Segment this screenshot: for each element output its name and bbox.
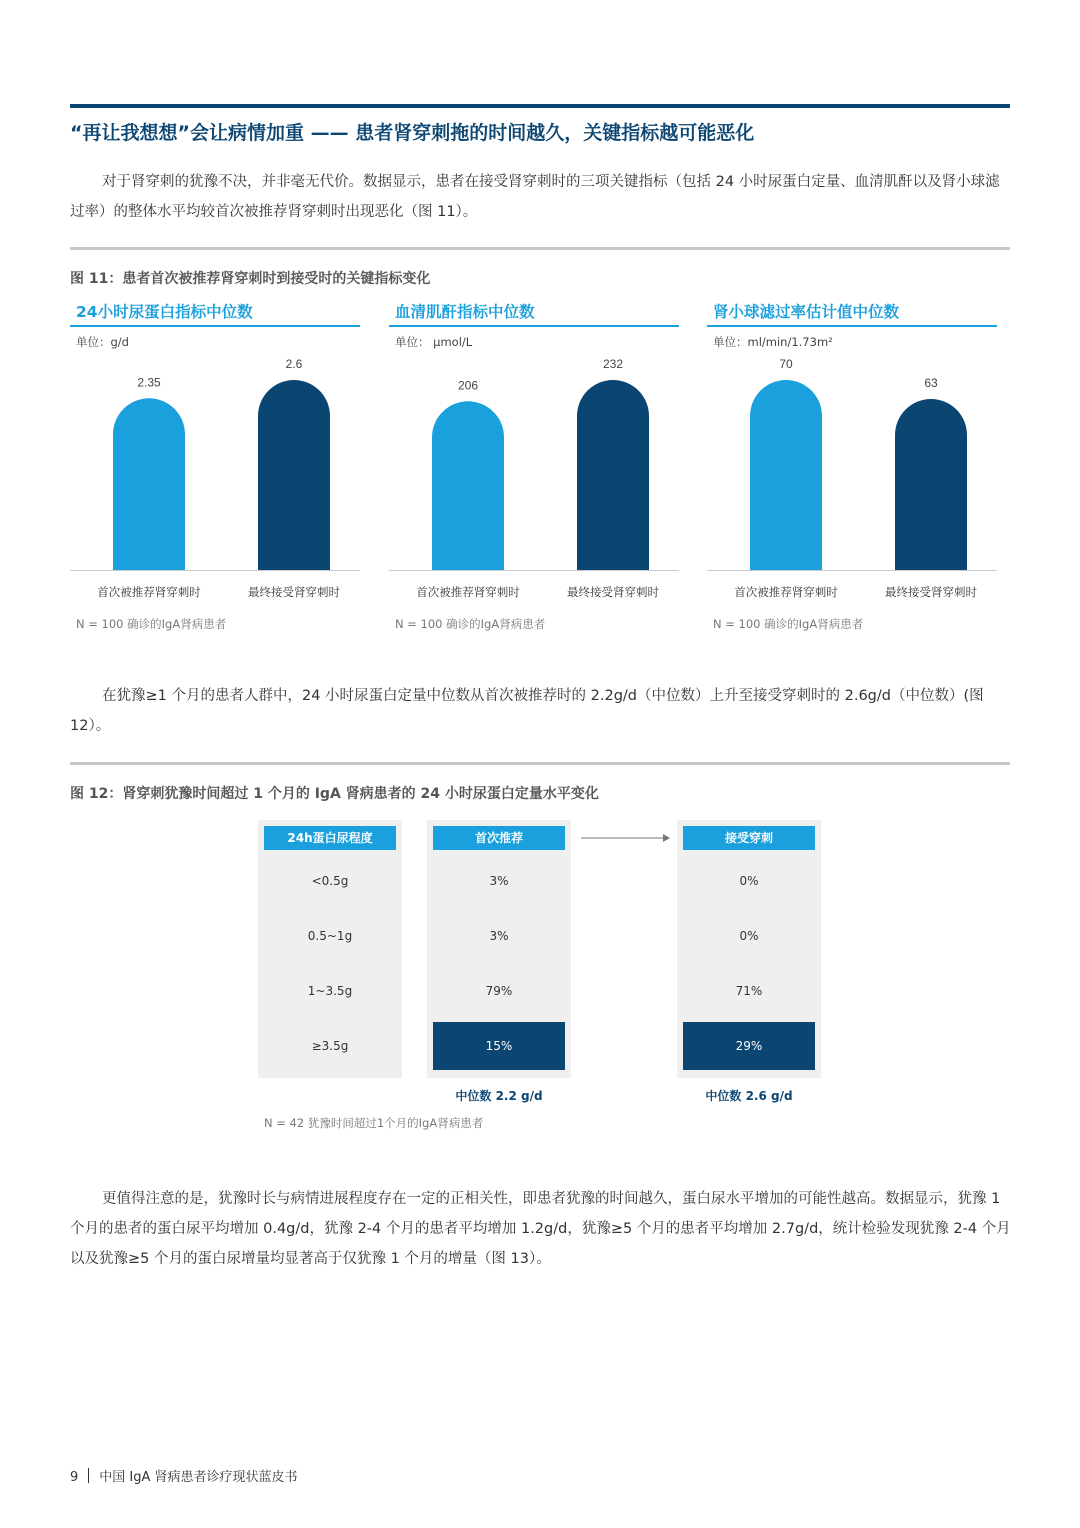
chart-title: 肾小球滤过率估计值中位数: [713, 303, 900, 321]
table-column-final: [677, 820, 821, 1078]
data-label: 2.35: [137, 375, 161, 390]
chart-egfr: [707, 350, 997, 618]
data-label: 232: [602, 357, 624, 371]
column-header: 24h蛋白尿程度: [264, 826, 396, 850]
column-header: 首次推荐: [433, 826, 565, 850]
level-cell: 1~3.5g: [307, 984, 353, 998]
sample-note: N = 100 确诊的IgA肾病患者: [713, 617, 864, 631]
data-label: 70: [779, 357, 793, 371]
paragraph-2: 在犹豫≥1 个月的患者人群中，24 小时尿蛋白定量中位数从首次被推荐时的 2.2g/d（中位数）上升至接受穿刺时的 2.6g/d（中位数）(图 12）。: [70, 688, 984, 734]
table-column-levels: [258, 820, 402, 1078]
chart-unit: 单位：g/d: [76, 335, 129, 349]
bar: [113, 398, 185, 570]
figure-11-caption: 图 11：患者首次被推荐肾穿刺时到接受时的关键指标变化: [70, 271, 431, 287]
level-cell: ≥3.5g: [311, 1039, 349, 1053]
title-underline: [70, 325, 360, 327]
sample-note: N = 100 确诊的IgA肾病患者: [395, 617, 546, 631]
chart-unit: 单位：ml/min/1.73m²: [713, 335, 833, 349]
percent-cell: 0%: [739, 929, 759, 943]
chart-title: 24小时尿蛋白指标中位数: [76, 303, 253, 321]
chart-proteinuria: [70, 350, 360, 618]
chart-panel-egfr: [707, 300, 997, 640]
category-label: 最终接受肾穿刺时: [567, 585, 659, 599]
percent-cell-highlight: 29%: [683, 1022, 815, 1070]
category-label: 最终接受肾穿刺时: [248, 585, 340, 599]
category-label: 首次被推荐肾穿刺时: [97, 585, 201, 599]
bar: [895, 399, 967, 570]
figure-12-note: N = 42 犹豫时间超过1个月的IgA肾病患者: [264, 1116, 484, 1130]
category-label: 最终接受肾穿刺时: [885, 585, 977, 599]
bar: [750, 380, 822, 570]
bar: [432, 401, 504, 570]
data-label: 2.6: [285, 357, 303, 371]
table-column-first: [427, 820, 571, 1078]
section-heading: “再让我想想”会让病情加重 —— 患者肾穿刺拖的时间越久，关键指标越可能恶化: [70, 122, 755, 144]
title-underline: [707, 325, 997, 327]
footer-title: 中国 IgA 肾病患者诊疗现状蓝皮书: [99, 1470, 298, 1485]
median-first: 中位数 2.2 g/d: [455, 1089, 543, 1103]
figure-12-caption: 图 12：肾穿刺犹豫时间超过 1 个月的 IgA 肾病患者的 24 小时尿蛋白定量水平变化: [70, 786, 599, 802]
level-cell: <0.5g: [311, 874, 349, 888]
bar: [258, 380, 330, 570]
chart-panel-proteinuria: [70, 300, 360, 640]
footer-separator: [88, 1468, 89, 1483]
data-label: 63: [924, 376, 938, 390]
chart-unit: 单位： μmol/L: [395, 335, 473, 349]
percent-cell-highlight: 15%: [433, 1022, 565, 1070]
median-final: 中位数 2.6 g/d: [705, 1089, 793, 1103]
bar: [577, 380, 649, 570]
paragraph-3: 更值得注意的是，犹豫时长与病情进展程度存在一定的正相关性，即患者犹豫的时间越久，蛋白尿水平增加的可能性越高。数据显示，犹豫 1 个月的患者的蛋白尿平均增加 0.4g/d，犹豫 2-4 个月的患者平均增加 1.2g/d，犹豫≥5 个月的患者平均增加 2.7g/d，统计检验发现犹豫 2-4 个月以及犹豫≥5 个月的蛋白尿增量均显著高于仅犹豫 1 个月的增量（图 13）。: [70, 1191, 1011, 1267]
footer: [70, 1466, 298, 1485]
paragraph-1: 对于肾穿刺的犹豫不决，并非毫无代价。数据显示，患者在接受肾穿刺时的三项关键指标（包括 24 小时尿蛋白定量、血清肌酐以及肾小球滤过率）的整体水平均较首次被推荐肾穿刺时出现恶化（图 11）。: [70, 174, 1000, 220]
chart-panel-creatinine: [389, 300, 679, 640]
top-rule: [70, 104, 1010, 108]
sample-note: N = 100 确诊的IgA肾病患者: [76, 617, 227, 631]
page-number: 9: [70, 1470, 79, 1485]
figure-11-rule: [70, 247, 1010, 250]
level-cell: 0.5~1g: [307, 929, 353, 943]
chart-title: 血清肌酐指标中位数: [395, 303, 535, 321]
arrow-icon: [581, 831, 671, 845]
figure-12-rule: [70, 762, 1010, 765]
column-header: 接受穿刺: [683, 826, 815, 850]
percent-cell: 79%: [485, 984, 513, 998]
percent-cell: 3%: [489, 874, 509, 888]
chart-creatinine: [389, 350, 679, 618]
category-label: 首次被推荐肾穿刺时: [734, 585, 838, 599]
category-label: 首次被推荐肾穿刺时: [416, 585, 520, 599]
percent-cell: 0%: [739, 874, 759, 888]
percent-cell: 3%: [489, 929, 509, 943]
data-label: 206: [457, 378, 479, 393]
title-underline: [389, 325, 679, 327]
percent-cell: 71%: [735, 984, 763, 998]
